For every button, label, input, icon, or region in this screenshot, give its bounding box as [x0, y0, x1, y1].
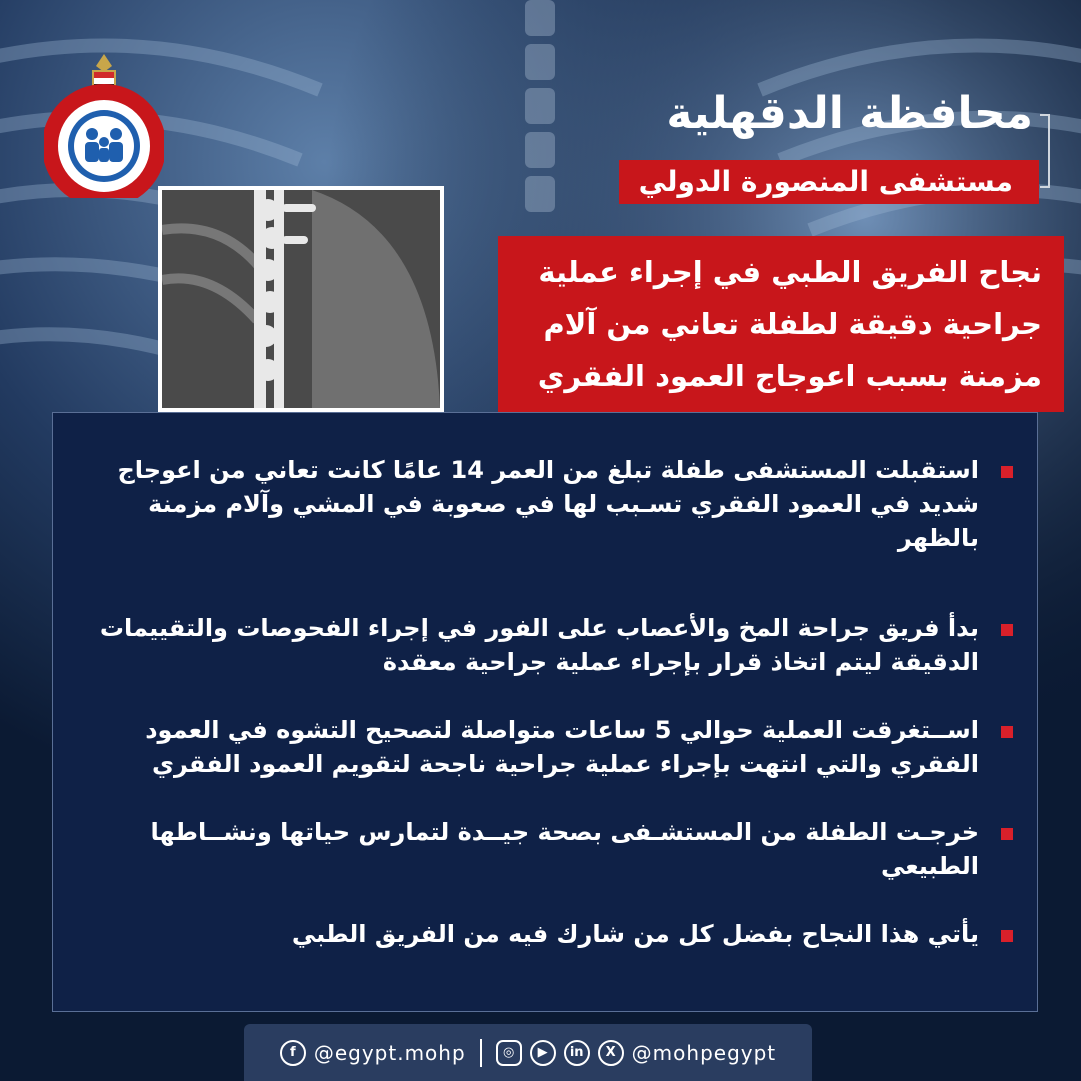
facebook-icon[interactable]: f: [280, 1040, 306, 1066]
bullet-square-icon: [1001, 624, 1013, 636]
bullet-line: بالظهر: [897, 524, 979, 552]
x-icon[interactable]: X: [598, 1040, 624, 1066]
bullet-line: يأتي هذا النجاح بفضل كل من شارك فيه من الفريق الطبي: [291, 920, 979, 948]
title-bracket: [1040, 114, 1050, 188]
headline-line: نجاح الفريق الطبي في إجراء عملية: [538, 255, 1042, 289]
bullet-line: خرجـت الطفلة من المستشـفى بصحة جيــدة لتمارس حياتها ونشــاطها: [150, 818, 979, 846]
bullet-item: [73, 453, 1015, 555]
youtube-icon[interactable]: ▶: [530, 1040, 556, 1066]
headline-line: مزمنة بسبب اعوجاج العمود الفقري: [537, 359, 1042, 393]
ministry-logo: [44, 48, 164, 198]
facebook-handle[interactable]: @egypt.mohp: [313, 1040, 466, 1065]
social-handle[interactable]: @mohpegypt: [631, 1040, 777, 1065]
bullet-line: استقبلت المستشفى طفلة تبلغ من العمر 14 عامًا كانت تعاني من اعوجاج: [117, 456, 979, 484]
hospital-label: مستشفى المنصورة الدولي: [619, 160, 1039, 204]
footer-divider: [480, 1039, 482, 1067]
governorate-title: محافظة الدقهلية: [666, 88, 1033, 139]
instagram-icon[interactable]: ◎: [496, 1040, 522, 1066]
bullet-item: [73, 611, 1015, 679]
bullet-line: الطبيعي: [880, 852, 979, 880]
bullet-list: [73, 453, 1015, 951]
content-panel: [52, 412, 1038, 1012]
headline-line: جراحية دقيقة لطفلة تعاني من آلام: [543, 307, 1042, 341]
xray-photo: [158, 186, 444, 412]
bullet-item: [73, 713, 1015, 781]
bullet-line: اســتغرقت العملية حوالي 5 ساعات متواصلة لتصحيح التشوه في العمود: [145, 716, 979, 744]
bullet-line: الفقري والتي انتهت بإجراء عملية جراحية ناجحة لتقويم العمود الفقري: [152, 750, 979, 778]
bullet-line: شديد في العمود الفقري تسـبب لها في صعوبة في المشي وآلام مزمنة: [148, 490, 979, 518]
bullet-line: بدأ فريق جراحة المخ والأعصاب على الفور في إجراء الفحوصات والتقييمات: [99, 614, 979, 642]
social-footer: [244, 1024, 812, 1081]
linkedin-icon[interactable]: in: [564, 1040, 590, 1066]
bullet-square-icon: [1001, 930, 1013, 942]
bullet-item: [73, 815, 1015, 883]
headline-box: [498, 236, 1064, 412]
bullet-square-icon: [1001, 466, 1013, 478]
bullet-square-icon: [1001, 726, 1013, 738]
bullet-square-icon: [1001, 828, 1013, 840]
bullet-line: الدقيقة ليتم اتخاذ قرار بإجراء عملية جراحية معقدة: [382, 648, 979, 676]
bullet-item: [73, 917, 1015, 951]
